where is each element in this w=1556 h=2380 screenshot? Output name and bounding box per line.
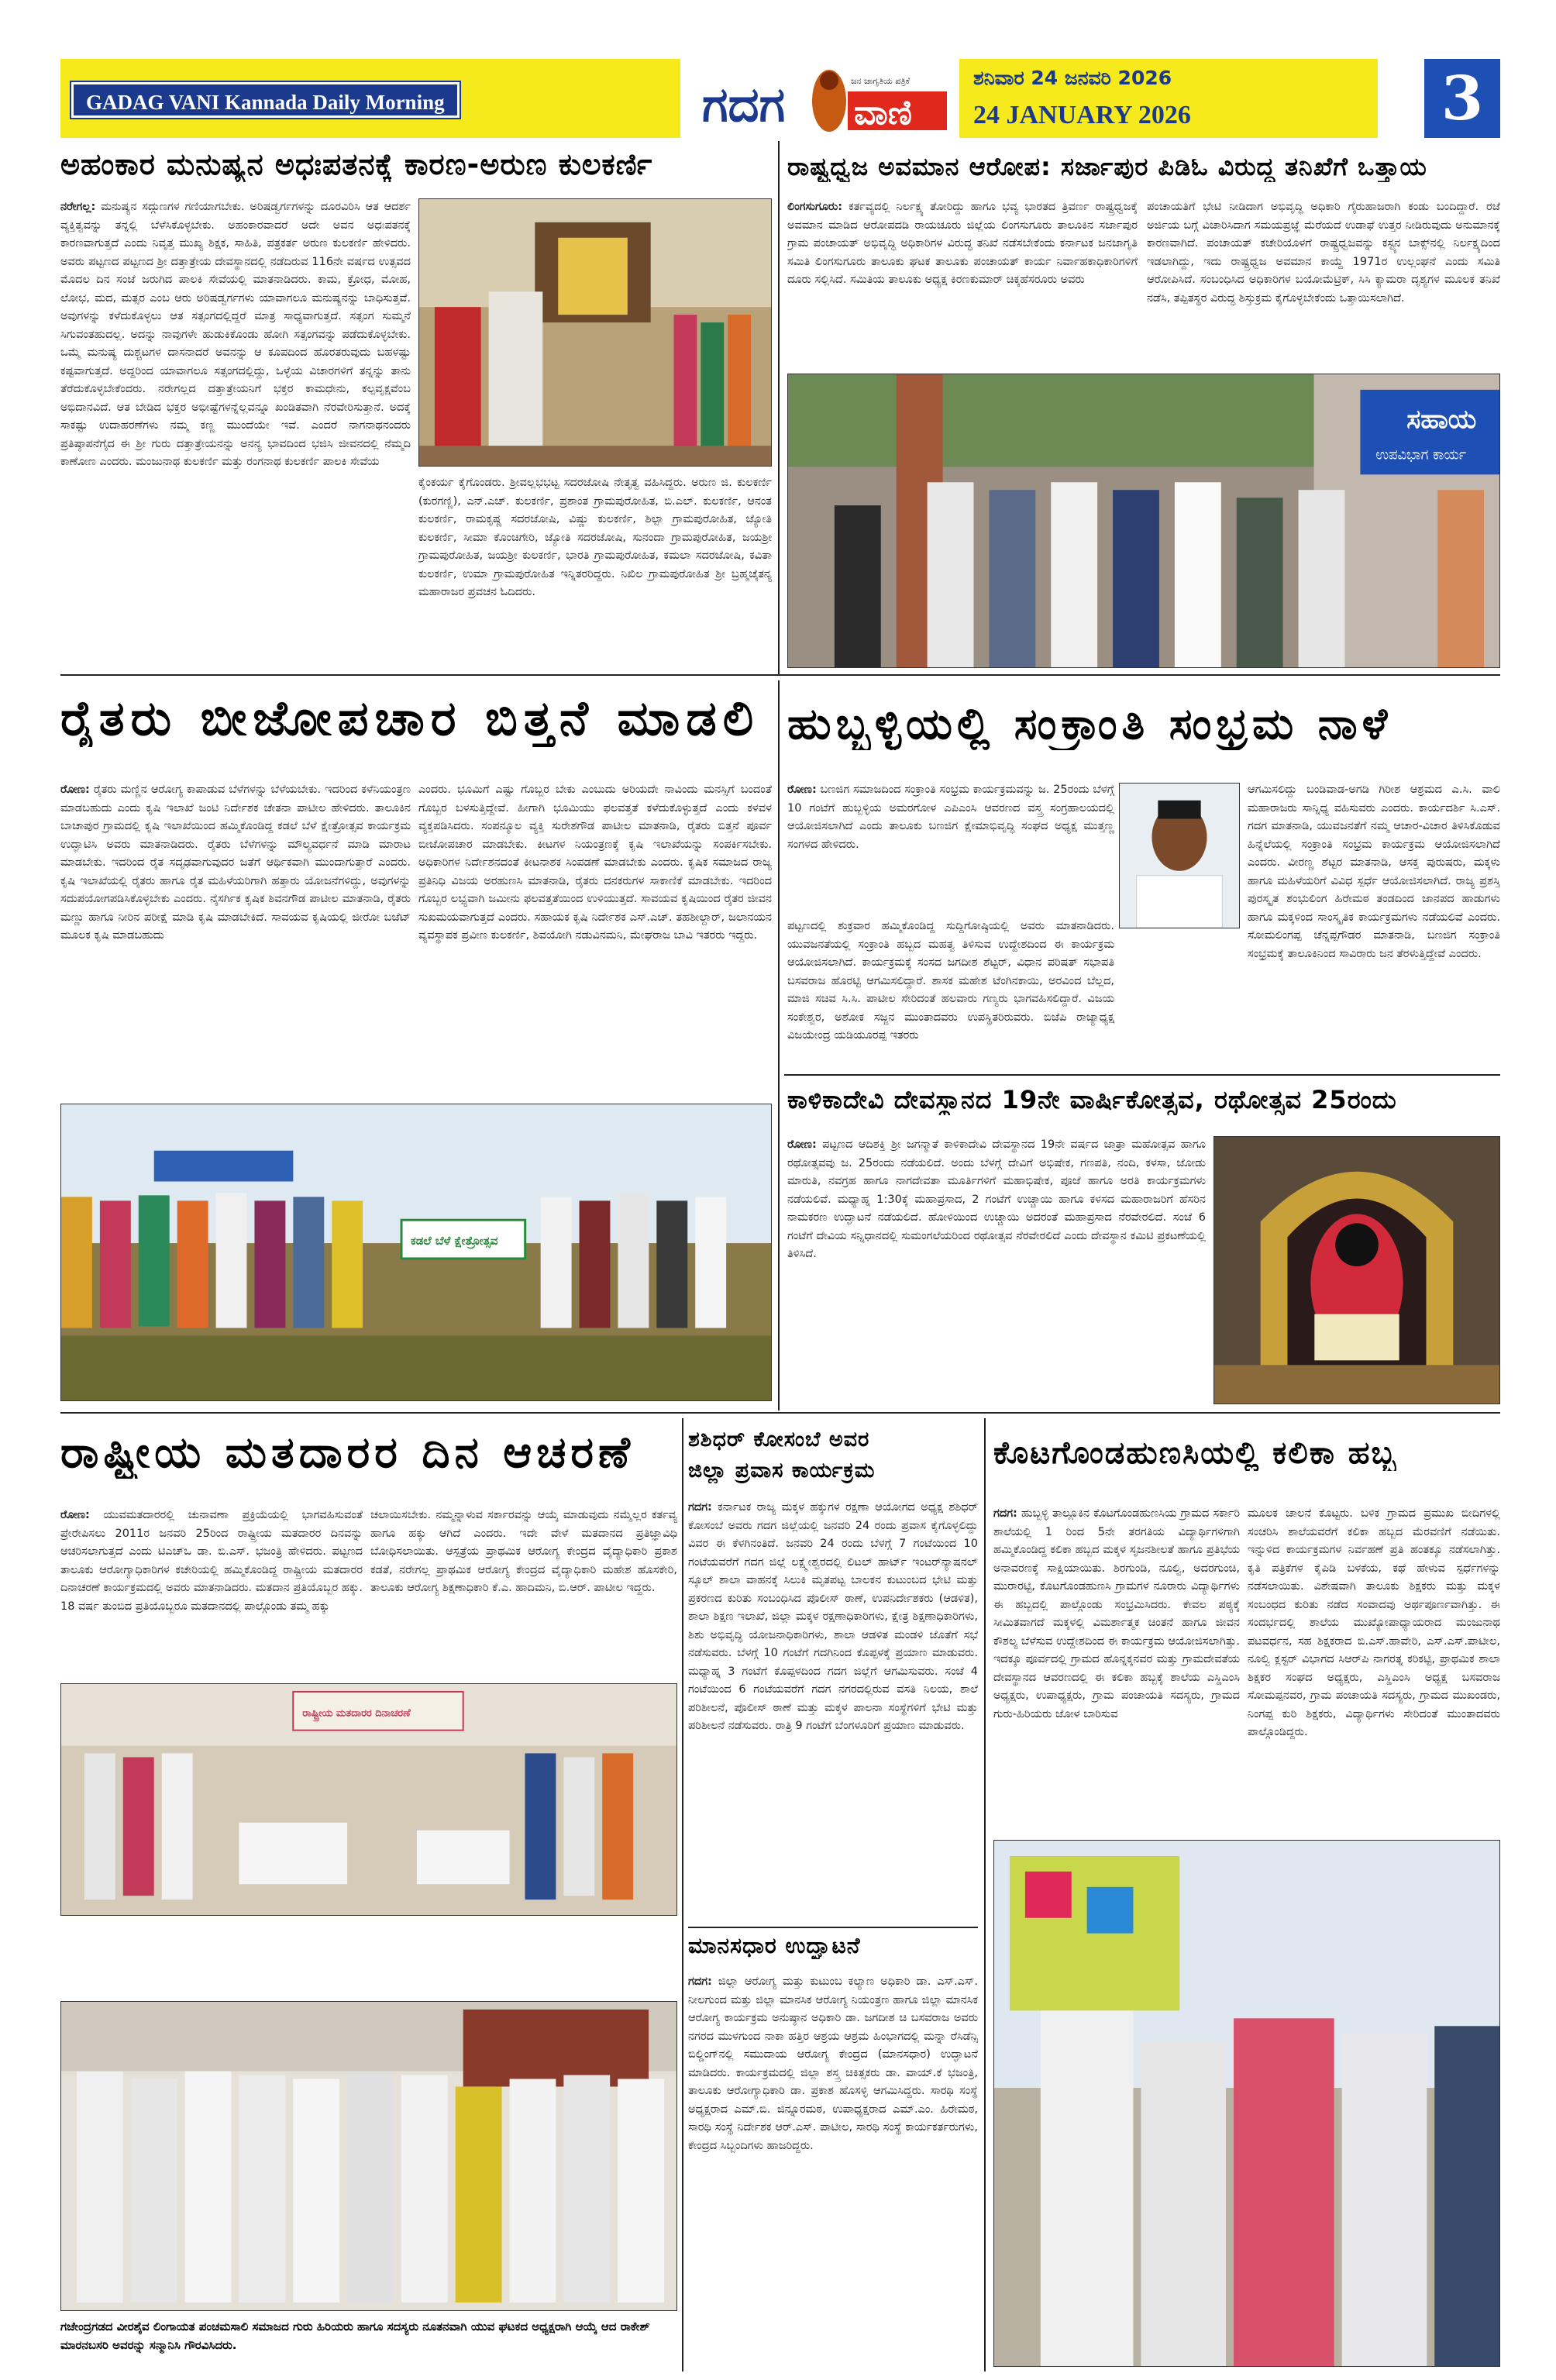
photo-protest-group	[787, 374, 1500, 668]
article-body-kalika-habba-1: ಗದಗ: ಹುಬ್ಬಳ್ಳಿ ತಾಲ್ಲೂಕಿನ ಕೊಟಗೊಂಡಹುಣಸಿಯ ಗ್ರಾಮದ ಸರ್ಕಾರಿ ಶಾಲೆಯಲ್ಲಿ 1 ರಿಂದ 5ನೇ ತರಗತಿಯ ವಿದ್ಯಾರ್ಥಿಗಳಿಗಾಗಿ ಹಮ್ಮಿಕೊಂಡಿದ್ದ ಕಲಿಕಾ ಹಬ್ಬದ ಮಕ್ಕಳ ಸೃಜನಶೀಲತೆ ಹಾಗೂ ಪ್ರತಿಭೆಯ ಅನಾವರಣಕ್ಕೆ ಸಾಕ್ಷಿಯಾಯಿತು. ಶಿರಗುಂಡಿ, ನೂಲ್ವಿ, ಅದರಗುಂಚಿ, ಮುರಾರಟ್ಟಿ, ಕೊಟಗೊಂಡಹುಣಸಿ ಗ್ರಾಮಗಳ ನೂರಾರು ವಿದ್ಯಾರ್ಥಿಗಳು ಈ ಹಬ್ಬದಲ್ಲಿ ಪಾಲ್ಗೊಂಡು ಸಂಭ್ರಮಿಸಿದರು. ಕೇವಲ ಪಠ್ಯಕ್ಕೆ ಸೀಮಿತವಾಗದೆ ಮಕ್ಕಳಲ್ಲಿ ವಿಮರ್ಶಾತ್ಮಕ ಚಿಂತನೆ ಹಾಗೂ ಜೀವನ ಕೌಶಲ್ಯ ಬೆಳೆಸುವ ಉದ್ದೇಶದಿಂದ ಈ ಕಾರ್ಯಕ್ರಮ ಆಯೋಜಿಸಲಾಗಿತ್ತು. ಇದಕ್ಕೂ ಪೂರ್ವದಲ್ಲಿ ಗ್ರಾಮದ ಹೊನ್ನಕ್ಕನವರ ಮತ್ತು ಗ್ರಾಮದೇವತೆಯ ದೇವಸ್ಥಾನದ ಆವರಣದಲ್ಲಿ ಈ ಕಲಿಕಾ ಹಬ್ಬಕ್ಕೆ ಶಾಲೆಯ ಎಸ್ಡಿಎಂಸಿ ಅಧ್ಯಕ್ಷರು, ಉಪಾಧ್ಯಕ್ಷರು, ಗ್ರಾಮ ಪಂಚಾಯತಿ ಸದಸ್ಯರು, ಗ್ರಾಮದ ಗುರು-ಹಿರಿಯರು ಜೋಳ ಬಾರಿಸುವ	[993, 1507, 1240, 1720]
article-body-rashtradhwaja-1: ಲಿಂಗಸುಗೂರು: ಕರ್ತವ್ಯದಲ್ಲಿ ನಿರ್ಲಕ್ಷ್ಯ ತೋರಿದ್ದು ಹಾಗೂ ಭವ್ಯ ಭಾರತದ ತ್ರಿವರ್ಣ ರಾಷ್ಟ್ರಧ್ವಜಕ್ಕೆ ಅವಮಾನ ಮಾಡಿದ ಆರೋಪದಡಿ ರಾಯಚೂರು ಜಿಲ್ಲೆಯ ಲಿಂಗಸುಗೂರು ತಾಲೂಕಿನ ಸರ್ಜಾಪುರ ಗ್ರಾಮ ಪಂಚಾಯತ್ ಅಭಿವೃದ್ಧಿ ಅಧಿಕಾರಿಗಳ ವಿರುದ್ಧ ತನಿಖೆ ನಡೆಸಬೇಕೆಂದು ಕರ್ನಾಟಕ ಜನಜಾಗೃತಿ ಸಮಿತಿ ಲಿಂಗಸುಗೂರು ತಾಲೂಕು ಘಟಕ ತಾಲೂಕು ಪಂಚಾಯತ್ ಕಾರ್ಯ ನಿರ್ವಾಹಕಾಧಿಕಾರಿಗಳಿಗೆ ದೂರು ಸಲ್ಲಿಸಿದೆ. ಸಮಿತಿಯ ತಾಲೂಕು ಅಧ್ಯಕ್ಷ ಕಿರಣಕುಮಾರ್ ಚಿಕ್ಕಹೆಸರೂರು ಅವರು	[787, 201, 1138, 286]
section-divider	[60, 1412, 1500, 1414]
photo-sign-sub: ಉಪವಿಭಾಗ ಕಾರ್ಯ	[1375, 446, 1467, 463]
photo-deity	[1213, 1136, 1500, 1404]
article-body-sankranti-1: ರೋಣ: ಬಣಜಿಗ ಸಮಾಜದಿಂದ ಸಂಕ್ರಾಂತಿ ಸಂಭ್ರಮ ಕಾರ್ಯಕ್ರಮವನ್ನು ಜ. 25ರಂದು ಬೆಳಗ್ಗೆ 10 ಗಂಟೆಗೆ ಹುಬ್ಬಳ್ಳಿಯ ಅಮರಗೋಳ ಎಪಿಎಂಸಿ ಆವರಣದ ವಸ್ತ್ರ ಸಂಗ್ರಹಾಲಯದಲ್ಲಿ ಆಯೋಜಿಸಲಾಗಿದೆ ಎಂದು ತಾಲೂಕು ಬಣಜಿಗ ಕ್ಷೇಮಾಭಿವೃದ್ಧಿ ಸಂಘದ ಅಧ್ಯಕ್ಷ ಮುತ್ತಣ್ಣ ಸಂಗಳದ ಹೇಳಿದರು.	[787, 784, 1114, 851]
headline-kalika-habba: ಕೊಟಗೊಂಡಹುಣಸಿಯಲ್ಲಿ ಕಲಿಕಾ ಹಬ್ಬ	[993, 1435, 1398, 1471]
dateline: ನರೇಗಲ್ಲ:	[60, 201, 96, 213]
headline-matadarara: ರಾಷ್ಟ್ರೀಯ ಮತದಾರರ ದಿನ ಆಚರಣೆ	[60, 1428, 635, 1478]
photo-farm-field	[60, 1104, 772, 1401]
headline-shashidhar-line1: ಶಶಿಧರ್ ಕೋಸಂಬೆ ಅವರ	[688, 1428, 870, 1452]
article-body-sankranti-3: ಆಗಮಿಸಲಿದ್ದು ಬಂಡಿವಾಡ-ಅಗಡಿ ಗಿರೀಶ ಆಶ್ರಮದ ಎ.ಸಿ. ವಾಲಿ ಮಹಾರಾಜರು ಸಾನ್ನಿಧ್ಯ ವಹಿಸುವರು ಎಂದರು. ಕಾರ್ಯದರ್ಶಿ ಸಿ.ಎಸ್. ಗದಗ ಮಾತನಾಡಿ, ಯುವಜನತೆಗೆ ನಮ್ಮ ಆಚಾರ-ವಿಚಾರ ತಿಳಿಸಿಕೊಡುವ ಹಿನ್ನೆಲೆಯಲ್ಲಿ ಸಂಕ್ರಾಂತಿ ಸಂಭ್ರಮ ಕಾರ್ಯಕ್ರಮ ಆಯೋಜಿಸಲಾಗಿದೆ ಎಂದರು. ವೀರಣ್ಣ ಶೆಟ್ಟರ ಮಾತನಾಡಿ, ಆಸಕ್ತ ಪುರುಷರು, ಮಕ್ಕಳು ಹಾಗೂ ಮಹಿಳೆಯರಿಗೆ ವಿವಿಧ ಸ್ಪರ್ಧೆ ಆಯೋಜಿಸಲಾಗಿದೆ. ರಾಜ್ಯ ಪ್ರಶಸ್ತಿ ಪುರಸ್ಕೃತ ಶಂಭುಲಿಂಗ ಹಿರೇಮಠ ತಂಡದಿಂದ ಜಾನಪದ ಹಾಡುಗಳು ಹಾಗೂ ಮಕ್ಕಳಿಂದ ಸಾಂಸ್ಕೃತಿಕ ಕಾರ್ಯಕ್ರಮಗಳು ನಡೆಯಲಿವೆ ಎಂದರು. ಸೋಮಲಿಂಗಪ್ಪ ಚೆನ್ನಪ್ಪಗೌಡರ ಮಾತನಾಡಿ, ಬಣಜಿಗ ಸಂಕ್ರಾಂತಿ ಸಂಭ್ರಮಕ್ಕೆ ತಾಲೂಕಿನಿಂದ ಸಾವಿರಾರು ಜನ ತೆರಳುತ್ತಿದ್ದೇವೆ ಎಂದರು.	[1248, 784, 1500, 960]
logo-text-left: ಗದಗ	[702, 76, 786, 133]
article-body-matadarara-2: ಚಲಾಯಿಸಬೇಕು. ನಮ್ಮನ್ನಾಳುವ ಸರ್ಕಾರವನ್ನು ಆಯ್ಕೆ ಮಾಡುವುದು ನಮ್ಮೆಲ್ಲರ ಕರ್ತವ್ಯ ಹಾಗೂ ಹಕ್ಕು ಆಗಿದೆ ಎಂದರು. ಇದೇ ವೇಳೆ ಮತದಾನದ ಪ್ರತಿಜ್ಞಾವಿಧಿ ಬೋಧಿಸಲಾಯಿತು. ಆಸ್ಪತ್ರೆಯ ಪ್ರಾಥಮಿಕ ಆರೋಗ್ಯ ಕೇಂದ್ರದ ವೈದ್ಯಾಧಿಕಾರಿ ಪ್ರಕಾಶ ಕಡತೆ, ನರೇಗಲ್ಲ ಪ್ರಾಥಮಿಕ ಆರೋಗ್ಯ ಕೇಂದ್ರದ ವೈದ್ಯಾಧಿಕಾರಿ ಮಹೇಶ ಹೊಸಕೇರಿ, ತಾಲೂಕು ಆರೋಗ್ಯ ಶಿಕ್ಷಣಾಧಿಕಾರಿ ಕೆ.ಎ. ಹಾದಿಮನಿ, ಬಿ.ಆರ್. ಪಾಟೀಲ ಇದ್ದರು.	[370, 1509, 677, 1594]
column-divider	[778, 680, 780, 1410]
column-divider	[682, 1418, 683, 2371]
column-divider	[778, 141, 780, 674]
article-body-matadarara-1: ರೋಣ: ಯುವಮತದಾರರಲ್ಲಿ ಚುನಾವಣಾ ಪ್ರಕ್ರಿಯೆಯಲ್ಲಿ ಭಾಗವಹಿಸುವಂತೆ ಪ್ರೇರೇಪಿಸಲು 2011ರ ಜನವರಿ 25ರಿಂದ ರಾಷ್ಟ್ರೀಯ ಮತದಾರರ ದಿನವನ್ನು ಆಚರಿಸಲಾಗುತ್ತದೆ ಎಂದು ಟಿಎಚ್‌ಒ ಡಾ. ಬಿ.ಎಸ್. ಭಜಂತ್ರಿ ಹೇಳಿದರು. ಪಟ್ಟಣದ ತಾಲೂಕು ಆರೋಗ್ಯಾಧಿಕಾರಿಗಳ ಕಚೇರಿಯಲ್ಲಿ ಹಮ್ಮಿಕೊಂಡಿದ್ದ ರಾಷ್ಟ್ರೀಯ ಮತದಾರರ ದಿನಾಚರಣೆ ಕಾರ್ಯಕ್ರಮದಲ್ಲಿ ಅವರು ಮಾತನಾಡಿದರು. ಮತದಾನ ಪ್ರತಿಯೊಬ್ಬರ ಹಕ್ಕು. 18 ವರ್ಷ ತುಂಬಿದ ಪ್ರತಿಯೊಬ್ಬರೂ ಮತದಾನದಲ್ಲಿ ಪಾಲ್ಗೊಂಡು ತಮ್ಮ ಹಕ್ಕು	[60, 1509, 363, 1613]
section-divider	[60, 674, 1500, 676]
dateline: ಗದಗ:	[688, 1501, 712, 1514]
article-body-kalikadevi-1: ರೋಣ: ಪಟ್ಟಣದ ಆದಿಶಕ್ತಿ ಶ್ರೀ ಜಗನ್ಮಾತೆ ಕಾಳಿಕಾದೇವಿ ದೇವಸ್ಥಾನದ 19ನೇ ವರ್ಷದ ಜಾತ್ರಾ ಮಹೋತ್ಸವ ಹಾಗೂ ರಥೋತ್ಸವವು ಜ. 25ರಂದು ನಡೆಯಲಿದೆ. ಅಂದು ಬೆಳಗ್ಗೆ ದೇವಿಗೆ ಅಭಿಷೇಕ, ಗಣಪತಿ, ನಂದಿ, ಕಳಸಾ, ಜೋಡು ಮಾರುತಿ, ನವಗ್ರಹ ಹಾಗೂ ನಾಗದೇವತಾ ಮೂರ್ತಿಗಳಿಗೆ ಮಹಾಭಿಷೇಕ, ಪೂಜೆ ಹಾಗೂ ಅರತಿ ಕಾರ್ಯಕ್ರಮಗಳು ನಡೆಯಲಿವೆ. ಮಧ್ಯಾಹ್ನ 1:30ಕ್ಕೆ ಮಹಾಪ್ರಸಾದ, 2 ಗಂಟೆಗೆ ಉಚ್ಚಾಯಿ ಹಾಗೂ ಕಳಸದ ಮಹಾರಾಜರಿಗೆ ಹೆಸರಿನ ನಾಮಕರಣ ಉದ್ಘಾಟನೆ ನಡೆಯಲಿದೆ. ಹೋಳಿಯಿಂದ ಉಚ್ಚಾಯಿ ಅದರಂತೆ ಮಹಾಪ್ರಸಾದ ನೆರವೇರಲಿದೆ. ಸಂಜೆ 6 ಗಂಟೆಗೆ ದೇವಿಯ ಸನ್ನಿಧಾನದಲ್ಲಿ ಸುಮಂಗಲೆಯರಿಂದ ರಥೋತ್ಸವ ನೆರವೇರಲಿದೆ ಎಂದು ದೇವಸ್ಥಾನ ಕಮಿಟಿ ಪ್ರಕಟಣೆಯಲ್ಲಿ ತಿಳಿಸಿದೆ.	[787, 1138, 1206, 1260]
dateline: ರೋಣ:	[60, 1509, 90, 1521]
masthead-right-band	[959, 59, 1378, 138]
dateline: ಗದಗ:	[993, 1507, 1017, 1520]
dateline: ರೋಣ:	[787, 1138, 817, 1151]
headline-manasadhara: ಮಾನಸಧಾರ ಉದ್ಘಾಟನೆ	[688, 1933, 861, 1958]
masthead	[60, 59, 1500, 138]
article-body-kalika-habba-2: ಮೂಲಕ ಚಾಲನೆ ಕೊಟ್ಟರು. ಬಳಿಕ ಗ್ರಾಮದ ಪ್ರಮುಖ ಬೀದಿಗಳಲ್ಲಿ ಸಂಚರಿಸಿ ಶಾಲೆಯವರೆಗೆ ಕಲಿಕಾ ಹಬ್ಬದ ಮೆರವಣಿಗೆ ನಡೆಯಿತು. ಇನ್ನುಳಿದ ಕಾರ್ಯಕ್ರಮಗಳ ನಿರ್ವಹಣೆ ಪ್ರತಿ ಹಂತಕ್ಕೂ ನಡೆಸಲಾಗಿತ್ತು. ಕೃತಿ ಪತ್ರಿಕೆಗಳ ಕೈಪಿಡಿ ಬಳಕೆಯ, ಕಥೆ ಹೇಳುವ ಸ್ಪರ್ಧೆಗಳನ್ನು ನಡೆಸಲಾಯಿತು. ವಿಶೇಷವಾಗಿ ತಾಲೂಕು ಶಿಕ್ಷಕರು ಮತ್ತು ಮಕ್ಕಳ ಸಂಬಂಧದ ಕುರಿತು ನಡೆದ ಸಂವಾದವು ಅರ್ಥಪೂರ್ಣವಾಗಿತ್ತು. ಈ ಸಂದರ್ಭದಲ್ಲಿ ಶಾಲೆಯ ಮುಖ್ಯೋಪಾಧ್ಯಾಯರಾದ ಮಂಜುನಾಥ ಪಟವರ್ಧನ, ಸಹ ಶಿಕ್ಷಕರಾದ ಬಿ.ಎಸ್.ಹಾವೇರಿ, ಎಸ್.ಎಸ್.ಪಾಟೀಲ, ನೂಲ್ವಿ ಕ್ಲಸ್ಟರ್ ವಿಭಾಗದ ಸಿಆರ್‌ಪಿ ನಾಗರತ್ನ ಕರಿಕಟ್ಟಿ, ಪ್ರಾಥಮಿಕ ಶಾಲಾ ಶಿಕ್ಷಕರ ಸಂಘದ ಅಧ್ಯಕ್ಷರು, ಎಸ್ಡಿಎಂಸಿ ಅಧ್ಯಕ್ಷ ಬಸವರಾಜ ಸೋಮಪ್ಪನವರ, ಗ್ರಾಮ ಪಂಚಾಯತಿ ಸದಸ್ಯರು, ಗ್ರಾಮದ ಮುಖಂಡರು, ನಿಂಗಪ್ಪ ಕುರಿ ಶಿಕ್ಷಕರು, ವಿದ್ಯಾರ್ಥಿಗಳು ಸೇರಿದಂತೆ ಮುಂತಾದವರು ಪಾಲ್ಗೊಂಡಿದ್ದರು.	[1248, 1507, 1500, 1738]
date-kannada: ಶನಿವಾರ 24 ಜನವರಿ 2026	[973, 67, 1172, 89]
dateline: ಲಿಂಗಸುಗೂರು:	[787, 201, 842, 213]
headline-rashtradhwaja: ರಾಷ್ಟ್ರಧ್ವಜ ಅವಮಾನ ಆರೋಪ: ಸರ್ಜಾಪುರ ಪಿಡಿಓ ವಿರುದ್ಧ ತನಿಖೆಗೆ ಒತ್ತಾಯ	[787, 152, 1427, 181]
headline-raitaru: ರೈತರು ಬೀಜೋಪಚಾರ ಬಿತ್ತನೆ ಮಾಡಲಿ	[60, 690, 760, 746]
article-body-ahankara-2: ಕೈಂಕರ್ಯ ಕೈಗೊಂಡರು. ಶ್ರೀವಲ್ಲಭಭಟ್ಟ ಸದರಜೋಷಿ ನೇತೃತ್ವ ವಹಿಸಿದ್ದರು. ಅರುಣ ಜಿ. ಕುಲಕರ್ಣಿ (ಕುರಗಣ್ಣಿ), ಎನ್.ಎಚ್. ಕುಲಕರ್ಣಿ, ಪ್ರಶಾಂತ ಗ್ರಾಮಪುರೋಹಿತ, ಬಿ.ಎಲ್. ಕುಲಕರ್ಣಿ, ಆನಂತ ಕುಲಕರ್ಣಿ, ರಾಮಕೃಷ್ಣ ಸದರಜೋಷಿ, ವಿಷ್ಣು ಕುಲಕರ್ಣಿ, ಶಿಲ್ಪಾ ಗ್ರಾಮಪುರೋಹಿತ, ಜ್ಯೋತಿ ಕುಲಕರ್ಣಿ, ಸೀಮಾ ಕೊಂಚಿಗೇರಿ, ಜ್ಯೋತಿ ಸದರಜೋಷಿ, ಸುನಂದಾ ಗ್ರಾಮಪುರೋಹಿತ, ಜಯಶ್ರೀ ಗ್ರಾಮಪುರೋಹಿತ, ಜಯಶ್ರೀ ಕುಲಕರ್ಣಿ, ಭಾರತಿ ಗ್ರಾಮಪುರೋಹಿತ, ಕಮಲಾ ಸದರಜೋಷಿ, ಕವಿತಾ ಕುಲಕರ್ಣಿ, ಉಮಾ ಗ್ರಾಮಪುರೋಹಿತ ಇನ್ನಿತರರಿದ್ದರು. ನಿಖಿಲ ಗ್ರಾಮಪುರೋಹಿತ ಶ್ರೀ ಬ್ರಹ್ಮಚೈತನ್ಯ ಮಹಾರಾಜರ ಪ್ರವಚನ ಓದಿದರು.	[418, 477, 772, 598]
photo-temple-event	[418, 198, 772, 467]
section-divider	[688, 1927, 978, 1928]
headline-shashidhar-line2: ಜಿಲ್ಲಾ ಪ್ರವಾಸ ಕಾರ್ಯಕ್ರಮ	[688, 1459, 876, 1483]
edition-label: GADAG VANI Kannada Daily Morning	[71, 82, 460, 118]
newspaper-logo	[696, 60, 952, 136]
photo-felicitation	[60, 2001, 677, 2311]
logo-text-right: ವಾಣಿ	[854, 93, 912, 133]
dateline: ರೋಣ:	[60, 784, 90, 796]
section-divider	[784, 1074, 1500, 1076]
masthead-left-band	[60, 59, 680, 138]
photo-banner-text: ರಾಷ್ಟ್ರೀಯ ಮತದಾರರ ದಿನಾಚರಣೆ	[302, 1707, 411, 1720]
headline-ahankara: ಅಹಂಕಾರ ಮನುಷ್ಯನ ಅಧಃಪತನಕ್ಕೆ ಕಾರಣ-ಅರುಣ ಕುಲಕರ್ಣಿ	[60, 147, 653, 181]
logo-tagline: ಜನ ಜಾಗೃತಿಯ ಪತ್ರಿಕೆ	[851, 76, 911, 86]
date-english: 24 JANUARY 2026	[973, 101, 1191, 129]
headline-sankranti: ಹುಬ್ಬಳ್ಳಿಯಲ್ಲಿ ಸಂಕ್ರಾಂತಿ ಸಂಭ್ರಮ ನಾಳೆ	[787, 699, 1392, 749]
article-body-sankranti-2: ಪಟ್ಟಣದಲ್ಲಿ ಶುಕ್ರವಾರ ಹಮ್ಮಿಕೊಂಡಿದ್ದ ಸುದ್ದಿಗೋಷ್ಠಿಯಲ್ಲಿ ಅವರು ಮಾತನಾಡಿದರು. ಯುವಜನತೆಯಲ್ಲಿ ಸಂಕ್ರಾಂತಿ ಹಬ್ಬದ ಮಹತ್ವ ತಿಳಿಸುವ ಉದ್ದೇಶದಿಂದ ಈ ಕಾರ್ಯಕ್ರಮ ಆಯೋಜಿಸಲಾಗಿದೆ. ಕಾರ್ಯಕ್ರಮಕ್ಕೆ ಸಂಸದ ಜಗದೀಶ ಶೆಟ್ಟರ್, ವಿಧಾನ ಪರಿಷತ್ ಸಭಾಪತಿ ಬಸವರಾಜ ಹೊರಟ್ಟಿ ಆಗಮಿಸಲಿದ್ದಾರೆ. ಶಾಸಕ ಮಹೇಶ ಟೆಂಗಿನಕಾಯಿ, ಅರವಿಂದ ಬೆಲ್ಲದ, ಮಾಜಿ ಸಚಿವ ಸಿ.ಸಿ. ಪಾಟೀಲ ಸೇರಿದಂತೆ ಹಲವಾರು ಗಣ್ಯರು ಭಾಗವಹಿಸಲಿದ್ದಾರೆ. ವಿಜಯ ಸಂಕೇಶ್ವರ, ಅಶೋಕ ಸಜ್ಜನ ಮುಂತಾದವರು ಉಪಸ್ಥಿತರಿರುವರು. ಬಿಜೆಪಿ ರಾಜ್ಯಾಧ್ಯಕ್ಷ ವಿಜಯೇಂದ್ರ ಯಡಿಯೂರಪ್ಪ ಇತರರು	[787, 920, 1114, 1042]
column-divider	[984, 1418, 986, 2371]
article-body-raitaru-1: ರೋಣ: ರೈತರು ಮಣ್ಣಿನ ಆರೋಗ್ಯ ಕಾಪಾಡುವ ಬೆಳೆಗಳನ್ನು ಬೆಳೆಯಬೇಕು. ಇದರಿಂದ ಕಳೆನಿಯಂತ್ರಣ ಮಾಡಬಹುದು ಎಂದು ಕೃಷಿ ಇಲಾಖೆ ಜಂಟಿ ನಿರ್ದೇಶಕ ಚೇತನಾ ಪಾಟೀಲ ಹೇಳಿದರು. ತಾಲೂಕಿನ ಬಾಚಾಪುರ ಗ್ರಾಮದಲ್ಲಿ ಕೃಷಿ ಇಲಾಖೆಯಿಂದ ಹಮ್ಮಿಕೊಂಡಿದ್ದ ಕಡಲೆ ಬೆಳೆ ಕ್ಷೇತ್ರೋತ್ಸವ ಕಾರ್ಯಕ್ರಮ ಉದ್ಘಾಟಿಸಿ ಅವರು ಮಾತನಾಡಿದರು. ರೈತರು ಬೆಳೆಗಳನ್ನು ಮೌಲ್ಯವರ್ಧನೆ ಮಾಡಿ ಮಾರಾಟ ಮಾಡಬೇಕು. ಇದರಿಂದ ರೈತ ಸದೃಢವಾಗುವುದರ ಜತೆಗೆ ಆರ್ಥಿಕವಾಗಿ ಮುಂದಾಗುತ್ತಾರೆ ಎಂದರು. ಕೃಷಿ ಇಲಾಖೆಯಲ್ಲಿ ರೈತರು ಹಾಗೂ ರೈತ ಮಹಿಳೆಯರಿಗಾಗಿ ಹತ್ತಾರು ಯೋಜನೆಗಳಿದ್ದು, ಅವುಗಳನ್ನು ಸದುಪಯೋಗಪಡಿಸಿಕೊಳ್ಳಬೇಕು ಎಂದರು. ನೈಸರ್ಗಿಕ ಕೃಷಿಕ ಶಿವನಗೌಡ ಪಾಟೀಲ ಮಾತನಾಡಿ, ರೈತರು ಮಣ್ಣು ಹಾಗೂ ನೀರಿನ ಪರೀಕ್ಷೆ ಮಾಡಿ ಕೃಷಿ ಮಾಡಬೇಕಿದೆ. ಸಾವಯವ ಕೃಷಿಯಲ್ಲಿ ಜೀರೋ ಬಜೆಟ್ ಮೂಲಕ ಕೃಷಿ ಮಾಡಬಹುದು	[60, 784, 411, 942]
headline-kalikadevi: ಕಾಳಿಕಾದೇವಿ ದೇವಸ್ಥಾನದ 19ನೇ ವಾರ್ಷಿಕೋತ್ಸವ, ರಥೋತ್ಸವ 25ರಂದು	[787, 1085, 1397, 1114]
portrait-photo	[1119, 783, 1240, 928]
article-body-ahankara-1: ನರೇಗಲ್ಲ: ಮನುಷ್ಯನ ಸದ್ಗುಣಗಳ ಗಣಿಯಾಗಬೇಕು. ಅರಿಷಡ್ವರ್ಗಗಳನ್ನು ದೂರವಿರಿಸಿ ಆತ ಆದರ್ಶ ವ್ಯಕ್ತಿತ್ವವನ್ನು ತನ್ನಲ್ಲಿ ಬೆಳೆಸಿಕೊಳ್ಳಬೇಕು. ಅಹಂಕಾರವಾದರೆ ಅದೇ ಅವನ ಅಧಃಪತನಕ್ಕೆ ಕಾರಣವಾಗುತ್ತದೆ ಎಂದು ನಿವೃತ್ತ ಮುಖ್ಯ ಶಿಕ್ಷಕ, ಸಾಹಿತಿ, ಪತ್ರಕರ್ತ ಅರುಣ ಕುಲಕರ್ಣಿ ಹೇಳಿದರು. ಅವರು ಪಟ್ಟಣದ ಪಟ್ಟಣದ ಶ್ರೀ ದತ್ತಾತ್ರೇಯ ದೇವಸ್ಥಾನದಲ್ಲಿ ನಡೆದಿರುವ 116ನೇ ವರ್ಷದ ಉತ್ಸವದ ಮೊದಲ ದಿನ ಸಂಜೆ ಜರುಗಿದ ಪಾಲಕಿ ಸೇವೆಯಲ್ಲಿ ಮಾತನಾಡಿದರು. ಕಾಮ, ಕ್ರೋಧ, ಮೋಹ, ಲೋಭ, ಮದ, ಮತ್ಸರ ಎಂಬ ಆರು ಅರಿಷಡ್ವರ್ಗಗಳು ಯಾವಾಗಲೂ ಮನುಷ್ಯನನ್ನು ಬಾಧಿಸುತ್ತವೆ. ಅವುಗಳನ್ನು ಕಳೆದುಕೊಳ್ಳಲು ಆತ ಸತ್ಸಂಗದಲ್ಲಿದ್ದರೆ ಮಾತ್ರ ಸಾಧ್ಯವಾಗುತ್ತದೆ. ಸತ್ಸಂಗ ಸುಮ್ಮನೆ ಸಿಗುವಂತಹುದಲ್ಲ. ಅದನ್ನು ನಾವುಗಳೇ ಹುಡುಕಿಕೊಂಡು ಹೋಗಿ ಸತ್ಸಂಗವನ್ನು ಪಡೆದುಕೊಳ್ಳಬೇಕು. ಒಮ್ಮೆ ಮನುಷ್ಯ ದುಶ್ಚಟಗಳ ದಾಸನಾದರೆ ಅವನನ್ನು ಆ ಕೂಪದಿಂದ ಹೊರತರುವುದು ಬಹಳಷ್ಟು ಕಷ್ಟವಾಗುತ್ತದೆ. ಅದ್ದರಿಂದ ಯಾವಾಗಲೂ ಸತ್ಸಂಗದಲ್ಲಿದ್ದು, ಒಳ್ಳೆಯ ವಿಚಾರಗಳಿಗೆ ತನ್ನನ್ನು ತಾನು ತೆರೆದುಕೊಳ್ಳಬೇಕೆಂದರು. ನರೇಗಲ್ಲದ ದತ್ತಾತ್ರೇಯನಿಗೆ ಭಕ್ತರ ಕಾಮಧೇನು, ಕಲ್ಪವೃಕ್ಷವೆಂಬ ಅಭಿದಾನವಿದೆ. ಆತ ಬೇಡಿದ ಭಕ್ತರ ಅಭೀಷ್ಟೆಗಳನ್ನೆಲ್ಲವನ್ನೂ ಖಂಡಿತವಾಗಿ ನೆರವೇರಿಸುತ್ತಾನೆ. ಅದಕ್ಕೆ ಸಾಕಷ್ಟು ಉದಾಹರಣೆಗಳು ನಮ್ಮ ಕಣ್ಣ ಮುಂದೆಯೇ ಇವೆ. ಎಂದರೆ ನಾಗನಾಥನಂದರು ಪ್ರತಿಷ್ಠಾಪನೆಗೈದ ಈ ಶ್ರೀ ಗುರು ದತ್ತಾತ್ರೇಯನನ್ನು ಅನನ್ಯ ಭಾವದಿಂದ ಭಜಿಸಿ ಜೀವನದಲ್ಲಿ ನೆಮ್ಮದಿ ಕಾಣೋಣ ಎಂದರು. ಮಂಜುನಾಥ ಕುಲಕರ್ಣಿ ಮತ್ತು ರಂಗನಾಥ ಕುಲಕರ್ಣಿ ಪಾಲಕಿ ಸೇವೆಯ	[60, 201, 411, 468]
dateline: ರೋಣ:	[787, 784, 817, 796]
photo-caption: ಗಜೇಂದ್ರಗಡದ ವೀರಶೈವ ಲಿಂಗಾಯತ ಪಂಚಮಸಾಲಿ ಸಮಾಜದ ಗುರು ಹಿರಿಯರು ಹಾಗೂ ಸದಸ್ಯರು ನೂತನವಾಗಿ ಯುವ ಘಟಕದ ಅಧ್ಯಕ್ಷರಾಗಿ ಆಯ್ಕೆ ಆದ ರಾಕೇಶ್ ಮಾರನಬಸರಿ ಅವರನ್ನು ಸನ್ಮಾನಿಸಿ ಗೌರವಿಸಿದರು.	[60, 2320, 650, 2352]
photo-voters-day	[60, 1683, 677, 1916]
photo-banner-text: ಕಡಲೆ ಬೆಳೆ ಕ್ಷೇತ್ರೋತ್ಸವ	[411, 1234, 498, 1249]
article-body-shashidhar: ಗದಗ: ಕರ್ನಾಟಕ ರಾಜ್ಯ ಮಕ್ಕಳ ಹಕ್ಕುಗಳ ರಕ್ಷಣಾ ಆಯೋಗದ ಅಧ್ಯಕ್ಷ ಶಶಿಧರ್ ಕೋಸಂಬೆ ಅವರು ಗದಗ ಜಿಲ್ಲೆಯಲ್ಲಿ ಜನವರಿ 24 ರಂದು ಪ್ರವಾಸ ಕೈಗೊಳ್ಳಲಿದ್ದು ವಿವರ ಈ ಕೆಳಗಿನಂತಿದೆ. ಜನವರಿ 24 ರಂದು ಬೆಳಗ್ಗೆ 7 ಗಂಟೆಯಿಂದ 10 ಗಂಟೆಯವರೆಗೆ ಗದಗ ಜಿಲ್ಲೆ ಲಕ್ಷ್ಮೇಶ್ವರದಲ್ಲಿ ಲಿಟಲ್ ಹಾರ್ಟ್ ಇಂಟರ್‌ನ್ಯಾಷನಲ್ ಸ್ಕೂಲ್ ಶಾಲಾ ವಾಹನಕ್ಕೆ ಸಿಲುಕಿ ಮೃತಪಟ್ಟ ಬಾಲಕನ ಕುಟುಂಬದ ಭೇಟಿ ಮತ್ತು ಪ್ರಕರಣದ ಕುರಿತು ಸಂಬಂಧಿಸಿದ ಪೊಲೀಸ್ ಠಾಣೆ, ಉಪನಿರ್ದೇಶಕರು (ಆಡಳಿತ), ಶಾಲಾ ಶಿಕ್ಷಣ ಇಲಾಖೆ, ಜಿಲ್ಲಾ ಮಕ್ಕಳ ರಕ್ಷಣಾಧಿಕಾರಿಗಳು, ಕ್ಷೇತ್ರ ಶಿಕ್ಷಣಾಧಿಕಾರಿಗಳು, ಶಿಶು ಅಭಿವೃದ್ಧಿ ಯೋಜನಾಧಿಕಾರಿಗಳು, ಶಾಲಾ ಆಡಳಿತ ಮಂಡಳಿ ಜೊತೆಗೆ ಸಭೆ ನಡೆಸುವರು. ಬೆಳಗ್ಗೆ 10 ಗಂಟೆಗೆ ಗದಗಿನಿಂದ ಕೊಪ್ಪಳಕ್ಕೆ ಪ್ರಯಾಣ ಮಾಡುವರು. ಮಧ್ಯಾಹ್ನ 3 ಗಂಟೆಗೆ ಕೊಪ್ಪಳದಿಂದ ಗದಗ ಜಿಲ್ಲೆಗೆ ಆಗಮಿಸುವರು. ಸಂಜೆ 4 ಗಂಟೆಯಿಂದ 6 ಗಂಟೆಯವರೆಗೆ ಗದಗ ನಗರದಲ್ಲಿರುವ ವಸತಿ ನಿಲಯ, ಶಾಲೆ ಪರಿಶೀಲನೆ, ಪೊಲೀಸ್ ಠಾಣೆ ಮತ್ತು ಮಕ್ಕಳ ಪಾಲನಾ ಸಂಸ್ಥೆಗಳಿಗೆ ಭೇಟಿ ಮತ್ತು ಪರಿಶೀಲನೆ ನಡೆಸುವರು. ರಾತ್ರಿ 9 ಗಂಟೆಗೆ ಬೆಂಗಳೂರಿಗೆ ಪ್ರಯಾಣ ಮಾಡುವರು.	[688, 1501, 978, 1732]
photo-sign-text: ಸಹಾಯ	[1406, 404, 1477, 435]
article-body-manasadhara: ಗದಗ: ಜಿಲ್ಲಾ ಆರೋಗ್ಯ ಮತ್ತು ಕುಟುಂಬ ಕಲ್ಯಾಣ ಅಧಿಕಾರಿ ಡಾ. ಎಸ್.ಎಸ್. ನೀಲಗುಂದ ಮತ್ತು ಜಿಲ್ಲಾ ಮಾನಸಿಕ ಆರೋಗ್ಯ ನಿಯಂತ್ರಣ ಹಾಗೂ ಜಿಲ್ಲಾ ಮಾನಸಿಕ ಆರೋಗ್ಯ ಕಾರ್ಯಕ್ರಮ ಅನುಷ್ಠಾನ ಅಧಿಕಾರಿ ಡಾ. ಜಗದೀಶ ಚಿ ಬಸವರಾಜ ಅವರು ನಗರದ ಮುಳಗುಂದ ನಾಕಾ ಹತ್ತಿರ ಆಶ್ರಯ ಆಶ್ರಮ ಹಿಂಭಾಗದಲ್ಲಿ ಮನ್ನಾ ರೆಸಿಡೆನ್ಸಿ ಬಿಲ್ಡಿಂಗ್‌ನಲ್ಲಿ ಸಮುದಾಯ ಆರೋಗ್ಯ ಕೇಂದ್ರದ (ಮಾನಸಧಾರ) ಉದ್ಘಾಟನೆ ಮಾಡಿದರು. ಕಾರ್ಯಕ್ರಮದಲ್ಲಿ ಜಿಲ್ಲಾ ಶಸ್ತ್ರ ಚಿಕಿತ್ಸಕರು ಡಾ. ವಾಯ್.ಕೆ ಭಜಂತ್ರಿ, ತಾಲೂಕು ಆರೋಗ್ಯಾಧಿಕಾರಿ ಡಾ. ಪ್ರಕಾಶ ಹೊಸಳ್ಳಿ ಆಗಮಿಸಿದ್ದರು. ಸಾರಥಿ ಸಂಸ್ಥೆ ಅಧ್ಯಕ್ಷರಾದ ಎಮ್.ಬಿ. ಜಿನ್ನೂರಮಠ, ಉಪಾಧ್ಯಕ್ಷರಾದ ಎಮ್.ಎಂ. ಹಿರೇಮಠ, ಸಾರಥಿ ಸಂಸ್ಥೆ ನಿರ್ದೇಶಕ ಆರ್.ಎಸ್. ಪಾಟೀಲ, ಸಾರಥಿ ಸಂಸ್ಥೆ ಕಾರ್ಯಕರ್ತರುಗಳು, ಕೇಂದ್ರದ ಸಿಬ್ಬಂದಿಗಳು ಹಾಜರಿದ್ದರು.	[688, 1975, 978, 2152]
page-number: 3	[1424, 59, 1500, 138]
article-body-rashtradhwaja-2: ಪಂಚಾಯತಿಗೆ ಭೇಟಿ ನೀಡಿದಾಗ ಅಭಿವೃದ್ಧಿ ಅಧಿಕಾರಿ ಗೈರುಹಾಜರಾಗಿ ಕಂಡು ಬಂದಿದ್ದಾರೆ. ರಜೆ ಅರ್ಜಿಯ ಬಗ್ಗೆ ವಿಚಾರಿಸಿದಾಗ ಸಮಯಪ್ರಜ್ಞೆ ಮೆರೆಯದೆ ಉಡಾಫೆ ಉತ್ತರ ನೀಡಿರುವುದು ಅನುಮಾನಕ್ಕೆ ಕಾರಣವಾಗಿದೆ. ಪಂಚಾಯತ್ ಕಚೇರಿಯೊಳಗೆ ರಾಷ್ಟ್ರಧ್ವಜವನ್ನು ಕಸ್ಟ್ಯನ ಬಾಕ್ಸ್‌ನಲ್ಲಿ ನಿರ್ಲಕ್ಷ್ಯದಿಂದ ಇಡಲಾಗಿದ್ದು, ಇದು ರಾಷ್ಟ್ರಧ್ವಜ ಅವಮಾನ ಕಾಯ್ದೆ 1971ರ ಉಲ್ಲಂಘನೆ ಎಂದು ಸಮಿತಿ ಆರೋಪಿಸಿದೆ. ಸಂಬಂಧಿಸಿದ ಅಧಿಕಾರಿಗಳ ಬಯೋಮೆಟ್ರಿಕ್, ಸಿಸಿ ಕ್ಯಾಮರಾ ದೃಶ್ಯಗಳ ಮೂಲಕ ತನಿಖೆ ನಡೆಸಿ, ತಪ್ಪಿತಸ್ಥರ ವಿರುದ್ಧ ಶಿಸ್ತುಕ್ರಮ ಕೈಗೊಳ್ಳಬೇಕೆಂದು ಒತ್ತಾಯಿಸಲಾಗಿದೆ.	[1147, 201, 1500, 305]
photo-procession	[993, 1840, 1500, 2367]
article-body-raitaru-2: ಎಂದರು. ಭೂಮಿಗೆ ಎಷ್ಟು ಗೊಬ್ಬರ ಬೇಕು ಎಂಬುದು ಅರಿಯದೇ ನಾವಿಂದು ಮನಸ್ಸಿಗೆ ಬಂದಂತೆ ಗೊಬ್ಬರ ಬಳಸುತ್ತಿದ್ದೇವೆ. ಹೀಗಾಗಿ ಭೂಮಿಯು ಫಲವತ್ತತೆ ಕಳೆದುಕೊಳ್ಳುತ್ತದೆ ಎಂದು ಕಳವಳ ವ್ಯಕ್ತಪಡಿಸಿದರು. ಸಂಪನ್ಮೂಲ ವ್ಯಕ್ತಿ ಸುರೇಶಗೌಡ ಪಾಟೀಲ ಮಾತನಾಡಿ, ರೈತರು ಬಿತ್ತನೆ ಪೂರ್ವ ಬೀಜೋಪಚಾರ ಮಾಡಬೇಕು. ಕೀಟಗಳ ನಿಯಂತ್ರಣಕ್ಕೆ ಕೃಷಿ ಇಲಾಖೆಯನ್ನು ಸಂಪರ್ಕಿಸಬೇಕು. ಅಧಿಕಾರಿಗಳ ನಿರ್ದೇಶನದಂತೆ ಕೀಟನಾಶಕ ಸಿಂಪಡಣೆ ಮಾಡಬೇಕು ಎಂದರು. ಕೃಷಿಕ ಸಮಾಜದ ರಾಜ್ಯ ಪ್ರತಿನಿಧಿ ವಿಜಯ ಅರಹುಣಸಿ ಮಾತನಾಡಿ, ರೈತರು ದನಕರುಗಳ ಸಾಕಾಣಿಕೆ ಮಾಡಬೇಕು. ಇದರಿಂದ ಗೊಬ್ಬರ ಲಭ್ಯವಾಗಿ ಜಮೀನು ಫಲವತ್ತತೆಯಿಂದ ಉಳಿಯುತ್ತದೆ. ಸಾವಯವ ಕೃಷಿಯಿಂದ ರೈತರ ಜೀವನ ಸುಖಮಯವಾಗುತ್ತದೆ ಎಂದರು. ಸಹಾಯಕ ಕೃಷಿ ನಿರ್ದೇಶಕ ಎಸ್.ಎಚ್. ತಹಶೀಲ್ದಾರ್, ಜಲಾನಯನ ವ್ಯವಸ್ಥಾಪಕ ಪ್ರವೀಣ ಕುಲಕರ್ಣಿ, ಶಿವಯೋಗಿ ನಡುವಿನಮನಿ, ಮೇಘರಾಜ ಬಾವಿ ಇತರರು ಇದ್ದರು.	[418, 784, 772, 942]
dateline: ಗದಗ:	[688, 1975, 712, 1988]
